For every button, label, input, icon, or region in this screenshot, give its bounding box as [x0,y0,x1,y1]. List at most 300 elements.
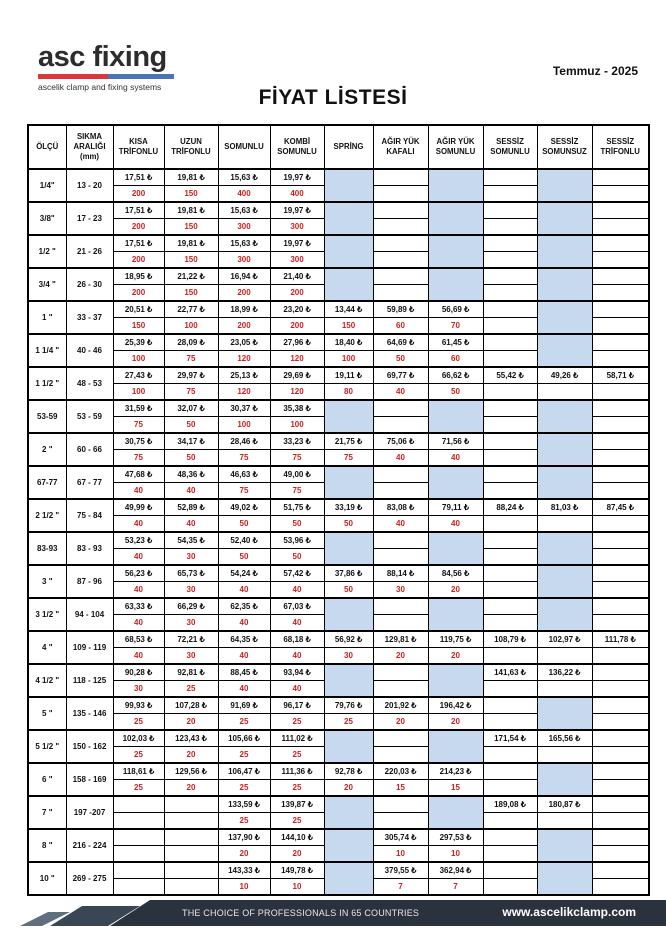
price-cell: 201,92 ₺ [373,697,428,714]
price-cell: 30,37 ₺ [218,400,270,417]
clamp-range-cell: 33 - 37 [66,301,113,334]
package-quantity-cell: 200 [113,219,164,236]
price-cell: 19,97 ₺ [270,169,324,186]
package-quantity-cell: 30 [164,549,218,566]
size-cell: 7 " [28,796,66,829]
size-cell: 1 " [28,301,66,334]
package-quantity-cell: 60 [428,351,483,368]
clamp-range-cell: 40 - 46 [66,334,113,367]
empty-cell [483,582,537,599]
package-quantity-cell: 300 [270,252,324,269]
price-cell: 23,05 ₺ [218,334,270,351]
table-row [28,862,649,879]
size-cell: 83-93 [28,532,66,565]
column-header-line: SOMUNSUZ [542,147,587,156]
table-row [28,466,649,483]
empty-cell [592,219,649,236]
empty-cell [483,598,537,615]
package-quantity-cell: 100 [324,351,373,368]
price-cell: 379,55 ₺ [373,862,428,879]
package-quantity-cell: 120 [218,351,270,368]
price-cell: 88,45 ₺ [218,664,270,681]
price-cell: 83,08 ₺ [373,499,428,516]
package-quantity-cell: 40 [270,582,324,599]
package-quantity-cell [537,516,592,533]
package-quantity-cell: 25 [324,714,373,731]
empty-cell [592,318,649,335]
clamp-range-cell: 13 - 20 [66,169,113,202]
price-cell: 21,40 ₺ [270,268,324,285]
empty-cell [373,268,428,285]
price-cell: 15,63 ₺ [218,169,270,186]
price-cell: 51,75 ₺ [270,499,324,516]
price-cell: 88,14 ₺ [373,565,428,582]
brand-name: asc fixing [38,41,167,73]
size-cell: 1/4" [28,169,66,202]
price-cell: 165,56 ₺ [537,730,592,747]
price-cell: 79,76 ₺ [324,697,373,714]
package-quantity-cell: 25 [270,714,324,731]
empty-cell [592,252,649,269]
clamp-range-cell: 21 - 26 [66,235,113,268]
clamp-range-cell: 150 - 162 [66,730,113,763]
empty-cell [537,466,592,499]
price-cell: 37,86 ₺ [324,565,373,582]
price-cell: 17,51 ₺ [113,235,164,252]
empty-cell [592,400,649,417]
package-quantity-cell [483,681,537,698]
clamp-range-cell: 216 - 224 [66,829,113,862]
package-quantity-cell: 30 [164,582,218,599]
table-row [28,499,649,516]
package-quantity-cell [537,384,592,401]
clamp-range-cell: 60 - 66 [66,433,113,466]
price-cell: 16,94 ₺ [218,268,270,285]
empty-cell [324,664,373,697]
package-quantity-cell: 100 [113,351,164,368]
clamp-range-cell: 17 - 23 [66,202,113,235]
package-quantity-cell: 7 [428,879,483,896]
empty-cell [592,796,649,813]
package-quantity-cell: 40 [113,582,164,599]
price-cell: 29,69 ₺ [270,367,324,384]
package-quantity-cell: 40 [113,483,164,500]
price-cell: 99,93 ₺ [113,697,164,714]
table-body [28,169,649,895]
package-quantity-cell: 150 [164,252,218,269]
clamp-range-cell: 87 - 96 [66,565,113,598]
price-cell: 106,47 ₺ [218,763,270,780]
column-header [66,125,113,169]
price-cell: 214,23 ₺ [428,763,483,780]
package-quantity-cell: 30 [324,648,373,665]
empty-cell [373,664,428,681]
price-cell: 69,77 ₺ [373,367,428,384]
package-quantity-cell: 300 [270,219,324,236]
empty-cell [324,268,373,301]
column-header-line: KISA [129,137,148,146]
empty-cell [537,334,592,367]
empty-cell [592,301,649,318]
empty-cell [483,466,537,483]
empty-cell [373,730,428,747]
page-title: FİYAT LİSTESİ [258,86,408,109]
price-cell: 90,28 ₺ [113,664,164,681]
column-header-line: KOMBİ [284,137,310,146]
empty-cell [324,466,373,499]
table-row [28,664,649,681]
empty-cell [483,169,537,186]
table-row [28,829,649,846]
table-row [28,532,649,549]
column-header-line: AĞIR YÜK [381,137,420,146]
empty-cell [592,879,649,896]
price-cell: 47,68 ₺ [113,466,164,483]
package-quantity-cell: 25 [218,813,270,830]
price-cell: 34,17 ₺ [164,433,218,450]
package-quantity-cell: 75 [218,483,270,500]
empty-cell [483,417,537,434]
empty-cell [373,285,428,302]
empty-cell [592,433,649,450]
empty-cell [373,681,428,698]
price-cell: 46,63 ₺ [218,466,270,483]
price-cell: 54,35 ₺ [164,532,218,549]
package-quantity-cell: 20 [373,648,428,665]
package-quantity-cell: 25 [218,780,270,797]
empty-cell [592,582,649,599]
package-quantity-cell: 40 [270,681,324,698]
price-cell: 66,62 ₺ [428,367,483,384]
price-cell: 19,81 ₺ [164,235,218,252]
price-cell: 19,81 ₺ [164,202,218,219]
size-cell: 4 1/2 " [28,664,66,697]
footer-website-link[interactable]: www.ascelikclamp.com [502,905,636,919]
price-cell: 220,03 ₺ [373,763,428,780]
table-row-quantity [28,648,649,665]
size-cell: 1 1/2 " [28,367,66,400]
empty-cell [537,235,592,268]
price-cell: 102,03 ₺ [113,730,164,747]
empty-cell [483,268,537,285]
empty-cell [428,730,483,763]
column-header [113,125,164,169]
price-cell: 129,56 ₺ [164,763,218,780]
empty-cell [592,714,649,731]
package-quantity-cell: 200 [270,318,324,335]
empty-cell [592,186,649,203]
empty-cell [483,235,537,252]
price-cell: 111,02 ₺ [270,730,324,747]
brand-color-bar [38,74,174,79]
empty-cell [483,450,537,467]
package-quantity-cell: 50 [218,516,270,533]
size-cell: 6 " [28,763,66,796]
package-quantity-cell [537,648,592,665]
empty-cell [428,268,483,301]
empty-cell [537,169,592,202]
package-quantity-cell: 40 [373,450,428,467]
price-cell: 62,35 ₺ [218,598,270,615]
size-cell: 3/8" [28,202,66,235]
package-quantity-cell: 15 [428,780,483,797]
empty-cell [428,169,483,202]
package-quantity-cell: 200 [218,285,270,302]
empty-cell [373,466,428,483]
package-quantity-cell: 10 [218,879,270,896]
package-quantity-cell: 10 [373,846,428,863]
price-cell: 27,96 ₺ [270,334,324,351]
empty-cell [428,664,483,697]
size-cell: 5 " [28,697,66,730]
package-quantity-cell: 400 [218,186,270,203]
empty-cell [592,846,649,863]
empty-cell [483,433,537,450]
table-row-quantity [28,384,649,401]
empty-cell [483,483,537,500]
package-quantity-cell: 50 [428,384,483,401]
empty-cell [113,846,164,863]
package-quantity-cell: 40 [218,615,270,632]
empty-cell [537,763,592,796]
price-cell: 111,78 ₺ [592,631,649,648]
empty-cell [483,202,537,219]
price-cell: 196,42 ₺ [428,697,483,714]
empty-cell [592,450,649,467]
price-cell: 56,69 ₺ [428,301,483,318]
size-cell: 3 " [28,565,66,598]
price-cell: 19,11 ₺ [324,367,373,384]
price-cell: 20,51 ₺ [113,301,164,318]
empty-cell [483,532,537,549]
price-cell: 52,89 ₺ [164,499,218,516]
table-row [28,235,649,252]
empty-cell [483,351,537,368]
price-cell: 133,59 ₺ [218,796,270,813]
empty-cell [592,549,649,566]
package-quantity-cell [483,516,537,533]
price-cell: 88,24 ₺ [483,499,537,516]
package-quantity-cell: 75 [270,450,324,467]
column-header [218,125,270,169]
column-header-line: SOMUNLU [490,147,530,156]
empty-cell [537,697,592,730]
price-cell: 19,97 ₺ [270,235,324,252]
empty-cell [483,301,537,318]
package-quantity-cell: 25 [270,813,324,830]
price-cell: 119,75 ₺ [428,631,483,648]
price-cell: 49,00 ₺ [270,466,324,483]
empty-cell [428,796,483,829]
price-cell: 105,66 ₺ [218,730,270,747]
empty-cell [483,763,537,780]
package-quantity-cell: 75 [164,384,218,401]
price-cell: 21,75 ₺ [324,433,373,450]
empty-cell [428,532,483,565]
price-cell: 31,59 ₺ [113,400,164,417]
clamp-range-cell: 109 - 119 [66,631,113,664]
size-cell: 3 1/2 " [28,598,66,631]
price-cell: 118,61 ₺ [113,763,164,780]
package-quantity-cell: 400 [270,186,324,203]
price-cell: 81,03 ₺ [537,499,592,516]
price-cell: 53,96 ₺ [270,532,324,549]
empty-cell [483,400,537,417]
empty-cell [113,813,164,830]
price-cell: 180,87 ₺ [537,796,592,813]
empty-cell [373,202,428,219]
empty-cell [164,862,218,879]
column-header [324,125,373,169]
price-cell: 29,97 ₺ [164,367,218,384]
empty-cell [324,796,373,829]
size-cell: 67-77 [28,466,66,499]
empty-cell [537,598,592,631]
package-quantity-cell: 40 [270,648,324,665]
package-quantity-cell: 120 [218,384,270,401]
empty-cell [592,483,649,500]
column-header-line: SESSİZ [496,137,524,146]
price-cell: 15,63 ₺ [218,235,270,252]
price-cell: 61,45 ₺ [428,334,483,351]
package-quantity-cell [537,747,592,764]
empty-cell [592,615,649,632]
empty-cell [592,285,649,302]
package-quantity-cell: 75 [113,417,164,434]
price-cell: 84,56 ₺ [428,565,483,582]
empty-cell [324,202,373,235]
price-cell: 21,22 ₺ [164,268,218,285]
clamp-range-cell: 53 - 59 [66,400,113,433]
price-cell: 48,36 ₺ [164,466,218,483]
empty-cell [373,169,428,186]
package-quantity-cell: 200 [113,186,164,203]
package-quantity-cell: 40 [164,483,218,500]
empty-cell [483,829,537,846]
price-cell: 87,45 ₺ [592,499,649,516]
table-header-row [28,125,649,169]
empty-cell [428,400,483,433]
price-cell: 129,81 ₺ [373,631,428,648]
column-header-line: SESSİZ [550,137,579,146]
table-row [28,268,649,285]
empty-cell [537,433,592,466]
empty-cell [592,169,649,186]
price-cell: 171,54 ₺ [483,730,537,747]
empty-cell [483,615,537,632]
column-header [428,125,483,169]
empty-cell [592,565,649,582]
package-quantity-cell [592,516,649,533]
column-header-line: ÖLÇÜ [36,142,59,151]
package-quantity-cell: 100 [113,384,164,401]
table-row [28,202,649,219]
column-header-line: AĞIR YÜK [436,137,475,146]
package-quantity-cell: 75 [218,450,270,467]
price-cell: 33,19 ₺ [324,499,373,516]
package-quantity-cell: 25 [218,747,270,764]
column-header-line: (mm) [79,152,100,161]
package-quantity-cell: 80 [324,384,373,401]
empty-cell [483,565,537,582]
price-cell: 49,02 ₺ [218,499,270,516]
price-cell: 72,21 ₺ [164,631,218,648]
empty-cell [483,252,537,269]
column-header-line: SIKMA [76,132,103,141]
empty-cell [164,796,218,813]
price-cell: 25,39 ₺ [113,334,164,351]
package-quantity-cell: 50 [324,582,373,599]
empty-cell [483,549,537,566]
empty-cell [373,615,428,632]
package-quantity-cell: 20 [218,846,270,863]
column-header-line: UZUN [180,137,202,146]
column-header-line: TRİFONLU [600,147,640,156]
table-row [28,598,649,615]
clamp-range-cell: 75 - 84 [66,499,113,532]
package-quantity-cell: 50 [164,417,218,434]
package-quantity-cell: 75 [164,351,218,368]
price-cell: 143,33 ₺ [218,862,270,879]
empty-cell [483,697,537,714]
package-quantity-cell: 200 [270,285,324,302]
price-table [27,124,650,896]
empty-cell [324,730,373,763]
empty-cell [164,829,218,846]
price-cell: 111,36 ₺ [270,763,324,780]
package-quantity-cell: 7 [373,879,428,896]
package-quantity-cell: 20 [164,780,218,797]
price-cell: 68,18 ₺ [270,631,324,648]
table-row-quantity [28,516,649,533]
empty-cell [592,334,649,351]
empty-cell [592,862,649,879]
package-quantity-cell: 100 [164,318,218,335]
package-quantity-cell: 75 [270,483,324,500]
package-quantity-cell: 15 [373,780,428,797]
empty-cell [373,532,428,549]
price-cell: 139,87 ₺ [270,796,324,813]
empty-cell [592,681,649,698]
package-quantity-cell: 40 [113,648,164,665]
price-cell: 66,29 ₺ [164,598,218,615]
package-quantity-cell [483,813,537,830]
empty-cell [373,483,428,500]
package-quantity-cell: 40 [373,384,428,401]
price-cell: 79,11 ₺ [428,499,483,516]
column-header [592,125,649,169]
empty-cell [537,268,592,301]
package-quantity-cell: 150 [113,318,164,335]
price-cell: 107,28 ₺ [164,697,218,714]
price-cell: 58,71 ₺ [592,367,649,384]
package-quantity-cell: 50 [324,516,373,533]
column-header [164,125,218,169]
table-row [28,565,649,582]
column-header [270,125,324,169]
package-quantity-cell: 25 [164,681,218,698]
package-quantity-cell: 10 [428,846,483,863]
price-cell: 23,20 ₺ [270,301,324,318]
empty-cell [483,862,537,879]
price-cell: 65,73 ₺ [164,565,218,582]
clamp-range-cell: 269 - 275 [66,862,113,895]
price-cell: 17,51 ₺ [113,169,164,186]
package-quantity-cell: 150 [164,186,218,203]
empty-cell [592,780,649,797]
empty-cell [483,334,537,351]
price-cell: 123,43 ₺ [164,730,218,747]
